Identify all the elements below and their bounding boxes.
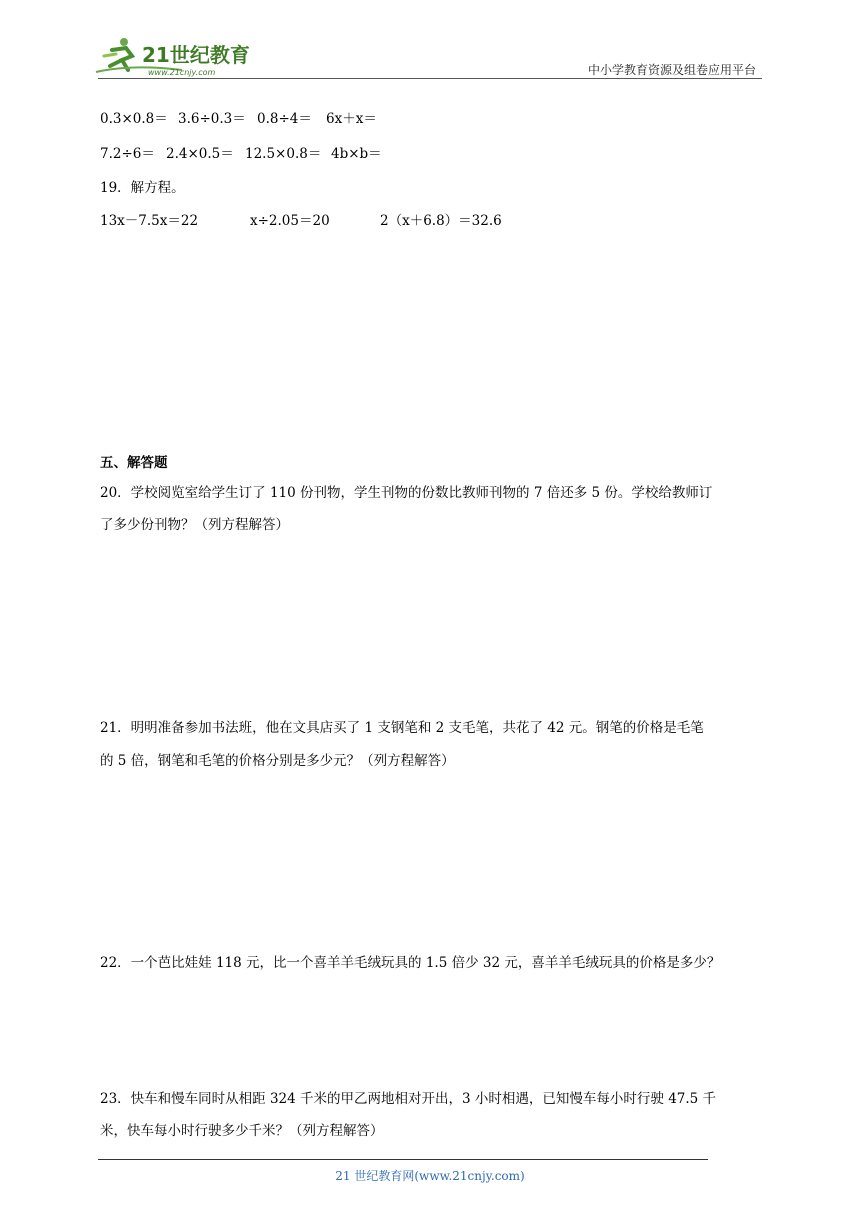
section-title: 五、解答题 xyxy=(100,455,168,471)
logo-subtext: www.21cnjy.com xyxy=(148,68,216,77)
calc-item: 7.2÷6＝ xyxy=(100,146,155,162)
calc-item: 0.8÷4＝ xyxy=(257,111,312,127)
question-19-title: 19．解方程。 xyxy=(100,180,185,196)
logo-text: 21世纪教育 xyxy=(142,43,250,67)
footer-link[interactable]: 21 世纪教育网(www.21cnjy.com) xyxy=(335,1169,525,1183)
calc-item: 4b×b＝ xyxy=(331,146,382,162)
logo-runner-icon xyxy=(92,34,262,80)
header-divider xyxy=(98,78,762,79)
calc-item: 0.3×0.8＝ xyxy=(100,111,168,127)
question-20-line-1: 20．学校阅览室给学生订了 110 份刊物，学生刊物的份数比教师刊物的 7 倍还多 5 份。学校给教师订 xyxy=(100,485,713,501)
header-platform-text: 中小学教育资源及组卷应用平台 xyxy=(587,63,756,77)
footer-divider xyxy=(98,1159,708,1160)
site-logo xyxy=(92,34,262,80)
question-21-line-1: 21．明明准备参加书法班，他在文具店买了 1 支钢笔和 2 支毛笔，共花了 42 元。钢笔的价格是毛笔 xyxy=(100,720,704,736)
calc-item: 6x＋x＝ xyxy=(326,111,377,127)
calc-row-1 xyxy=(100,107,377,127)
question-20-line-2: 了多少份刊物？（列方程解答） xyxy=(100,517,289,533)
question-19-equations xyxy=(100,209,502,229)
equation: 13x－7.5x＝22 xyxy=(100,213,199,229)
calc-item: 2.4×0.5＝ xyxy=(166,146,234,162)
question-23-line-1: 23．快车和慢车同时从相距 324 千米的甲乙两地相对开出，3 小时相遇，已知慢车每小时行驶 47.5 千 xyxy=(100,1091,717,1107)
equation: 2（x＋6.8）＝32.6 xyxy=(380,213,502,229)
equation: x÷2.05＝20 xyxy=(250,213,330,229)
question-21-line-2: 的 5 倍，钢笔和毛笔的价格分别是多少元？（列方程解答） xyxy=(100,753,455,769)
calc-item: 3.6÷0.3＝ xyxy=(178,111,246,127)
calc-row-2 xyxy=(100,142,382,162)
question-22-line-1: 22．一个芭比娃娃 118 元，比一个喜羊羊毛绒玩具的 1.5 倍少 32 元，喜羊羊毛绒玩具的价格是多少？ xyxy=(100,955,721,971)
calc-item: 12.5×0.8＝ xyxy=(245,146,322,162)
question-23-line-2: 米，快车每小时行驶多少千米？（列方程解答） xyxy=(100,1123,384,1139)
